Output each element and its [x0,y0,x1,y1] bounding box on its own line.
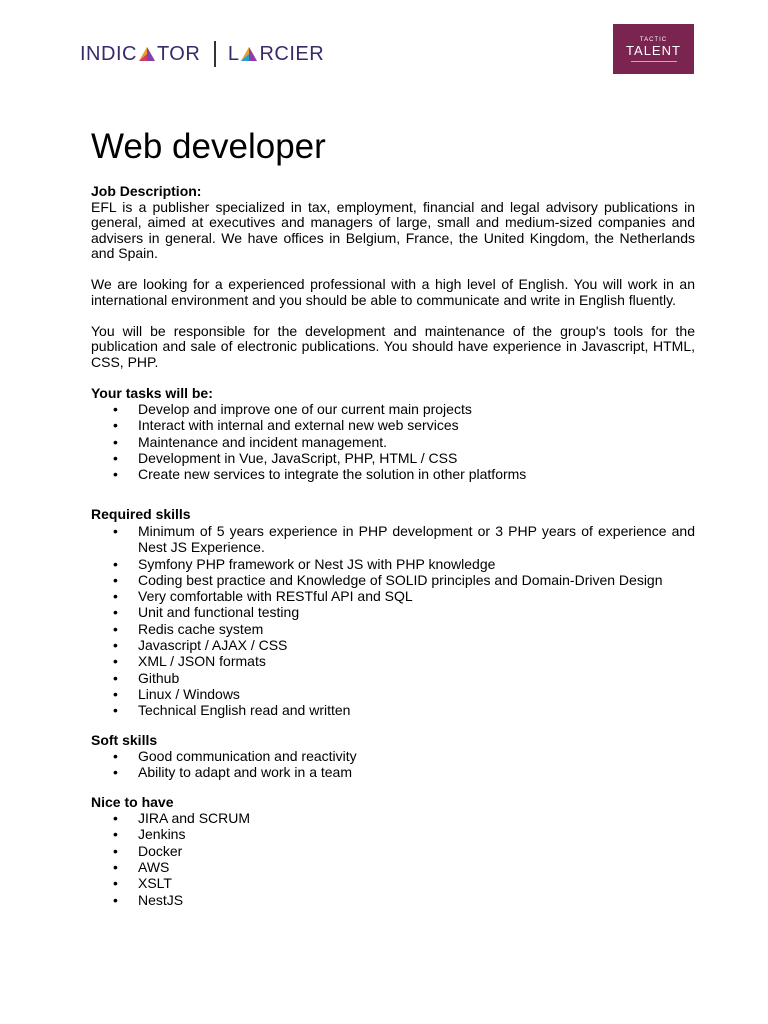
nice-to-have-list [91,810,695,908]
badge-small-text: TACTIC [639,36,668,43]
logo-divider [214,41,216,67]
indicator-text-end: TOR [156,42,201,65]
list-item: • Jenkins [91,826,695,842]
list-item: • Interact with internal and external new web services [91,417,695,433]
list-item: • Maintenance and incident management. [91,434,695,450]
list-item: • Redis cache system [91,621,695,637]
description-paragraph: You will be responsible for the development and maintenance of the group's tools for the publication and sale of electronic publications. You should have experience in Javascript, HTML, CSS, PHP. [91,322,695,370]
list-item: • NestJS [91,892,695,908]
list-item: • Ability to adapt and work in a team [91,764,695,780]
description-paragraph: We are looking for a experienced professional with a high level of English. You will work in an international environment and you should be able to communicate and write in English fluently. [91,276,695,308]
list-item: • Good communication and reactivity [91,748,695,764]
soft-skills-heading: Soft skills [91,731,158,748]
triangle-logo-icon [240,46,258,62]
list-item: • Coding best practice and Knowledge of SOLID principles and Domain-Driven Design [91,572,695,588]
page-header [0,0,768,100]
job-posting [91,120,695,908]
badge-underline [631,61,677,62]
badge-big-text: TALENT [626,42,681,58]
page-title: Web developer [91,127,326,166]
list-item: • Javascript / AJAX / CSS [91,637,695,653]
tactic-talent-logo [613,24,694,74]
larcier-text-start: L [227,42,240,65]
list-item: • Create new services to integrate the solution in other platforms [91,466,695,482]
list-item: • XML / JSON formats [91,653,695,669]
list-item: • Very comfortable with RESTful API and SQL [91,588,695,604]
nice-to-have-heading: Nice to have [91,793,174,810]
soft-skills-list [91,748,695,781]
list-item: • AWS [91,859,695,875]
required-skills-heading: Required skills [91,506,191,523]
tasks-list [91,401,695,482]
list-item: • Technical English read and written [91,702,695,718]
list-item: • JIRA and SCRUM [91,810,695,826]
larcier-text-end: RCIER [259,42,325,65]
list-item: • Develop and improve one of our current main projects [91,401,695,417]
description-paragraph: EFL is a publisher specialized in tax, employment, financial and legal advisory publications in general, aimed at executives and managers of large, small and medium-sized companies and advisers in general. We have offices in Belgium, France, the United Kingdom, the Netherlands and Spain. [91,198,695,261]
tasks-heading: Your tasks will be: [91,384,213,401]
required-skills-list [91,523,695,719]
list-item: • XSLT [91,875,695,891]
list-item: • Symfony PHP framework or Nest JS with PHP knowledge [91,556,695,572]
indicator-text-start: INDIC [80,42,137,65]
larcier-wordmark [228,43,324,66]
indicator-wordmark [80,43,200,66]
indicator-larcier-logo [80,38,324,70]
list-item: • Linux / Windows [91,686,695,702]
list-item: • Minimum of 5 years experience in PHP development or 3 PHP years of experience and Nest JS Experience. [91,523,695,556]
triangle-logo-icon [138,46,156,62]
job-description-heading: Job Description: [91,183,202,199]
list-item: • Github [91,670,695,686]
list-item: • Unit and functional testing [91,604,695,620]
list-item: • Development in Vue, JavaScript, PHP, HTML / CSS [91,450,695,466]
list-item: • Docker [91,843,695,859]
